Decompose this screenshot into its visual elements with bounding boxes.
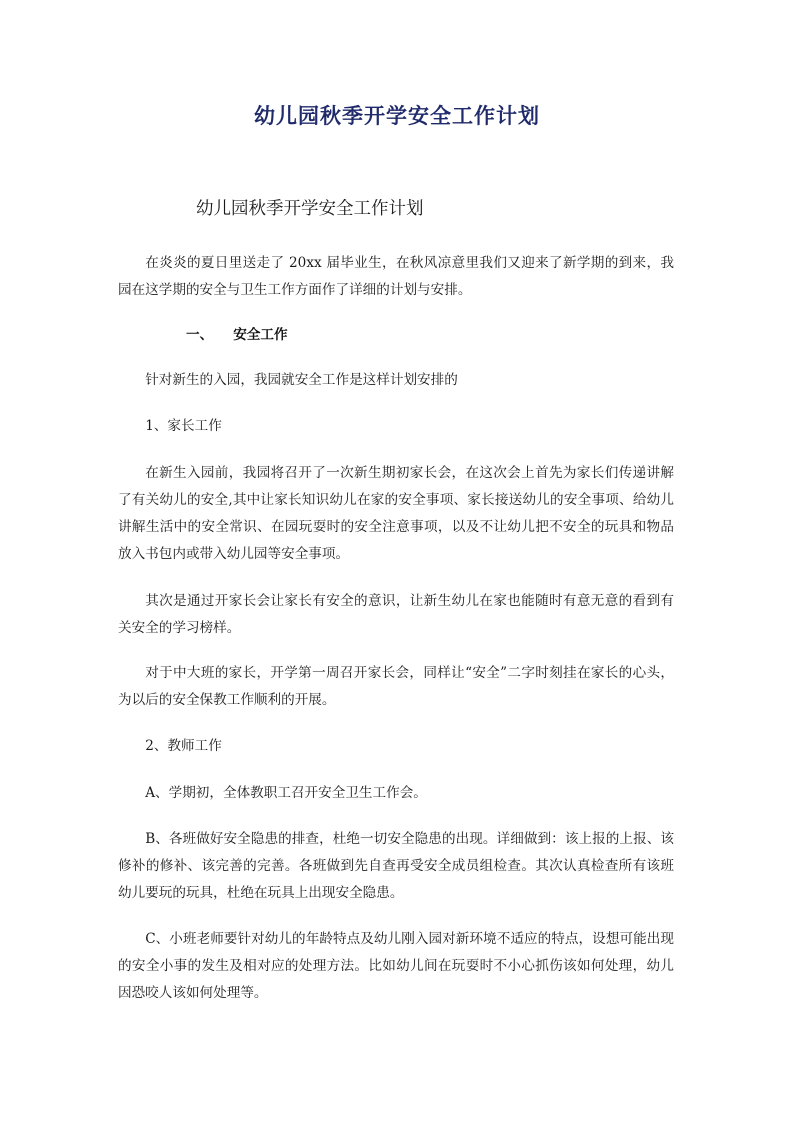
parents-meeting-paragraph: 在新生入园前，我园将召开了一次新生期初家长会，在这次会上首先为家长们传递讲解了有关幼儿的安全,其中让家长知识幼儿在家的安全事项、家长接送幼儿的安全事项、给幼儿讲解生活中的安全常识、在园玩耍时的安全注意事项，以及不让幼儿把不安全的玩具和物品放入书包内或带入幼儿园等安全事项。 (118, 465, 674, 562)
paragraph-a: A、学期初，全体教职工召开安全卫生工作会。 (145, 785, 427, 801)
awareness-paragraph: 其次是通过开家长会让家长有安全的意识，让新生幼儿在家也能随时有意无意的看到有关安全的学习榜样。 (118, 593, 674, 636)
newborn-paragraph: 针对新生的入园，我园就安全工作是这样计划安排的 (145, 372, 458, 388)
item-heading-parents: 1、家长工作 (145, 418, 222, 434)
intro-paragraph: 在炎炎的夏日里送走了 20xx 届毕业生，在秋风凉意里我们又迎来了新学期的到来，我园在这学期的安全与卫生工作方面作了详细的计划与安排。 (118, 255, 674, 298)
item-heading-teachers: 2、教师工作 (145, 738, 222, 754)
document-title: 幼儿园秋季开学安全工作计划 (254, 103, 540, 128)
document-subtitle: 幼儿园秋季开学安全工作计划 (196, 199, 424, 219)
section-title: 安全工作 (233, 327, 288, 343)
section-number: 一、 (186, 327, 214, 343)
senior-class-paragraph: 对于中大班的家长，开学第一周召开家长会，同样让“安全”二字时刻挂在家长的心头，为以后的安全保教工作顺利的开展。 (118, 665, 674, 708)
section-heading-safety (186, 322, 288, 349)
paragraph-b: B、各班做好安全隐患的排查，杜绝一切安全隐患的出现。详细做到：该上报的上报、该修补的修补、该完善的完善。各班做到先自查再受安全成员组检查。其次认真检查所有该班幼儿要玩的玩具，杜绝在玩具上出现安全隐患。 (118, 831, 674, 901)
paragraph-c: C、小班老师要针对幼儿的年龄特点及幼儿刚入园对新环境不适应的特点，设想可能出现的安全小事的发生及相对应的处理方法。比如幼儿间在玩耍时不小心抓伤该如何处理，幼儿因恐咬人该如何处理等。 (118, 931, 674, 1001)
